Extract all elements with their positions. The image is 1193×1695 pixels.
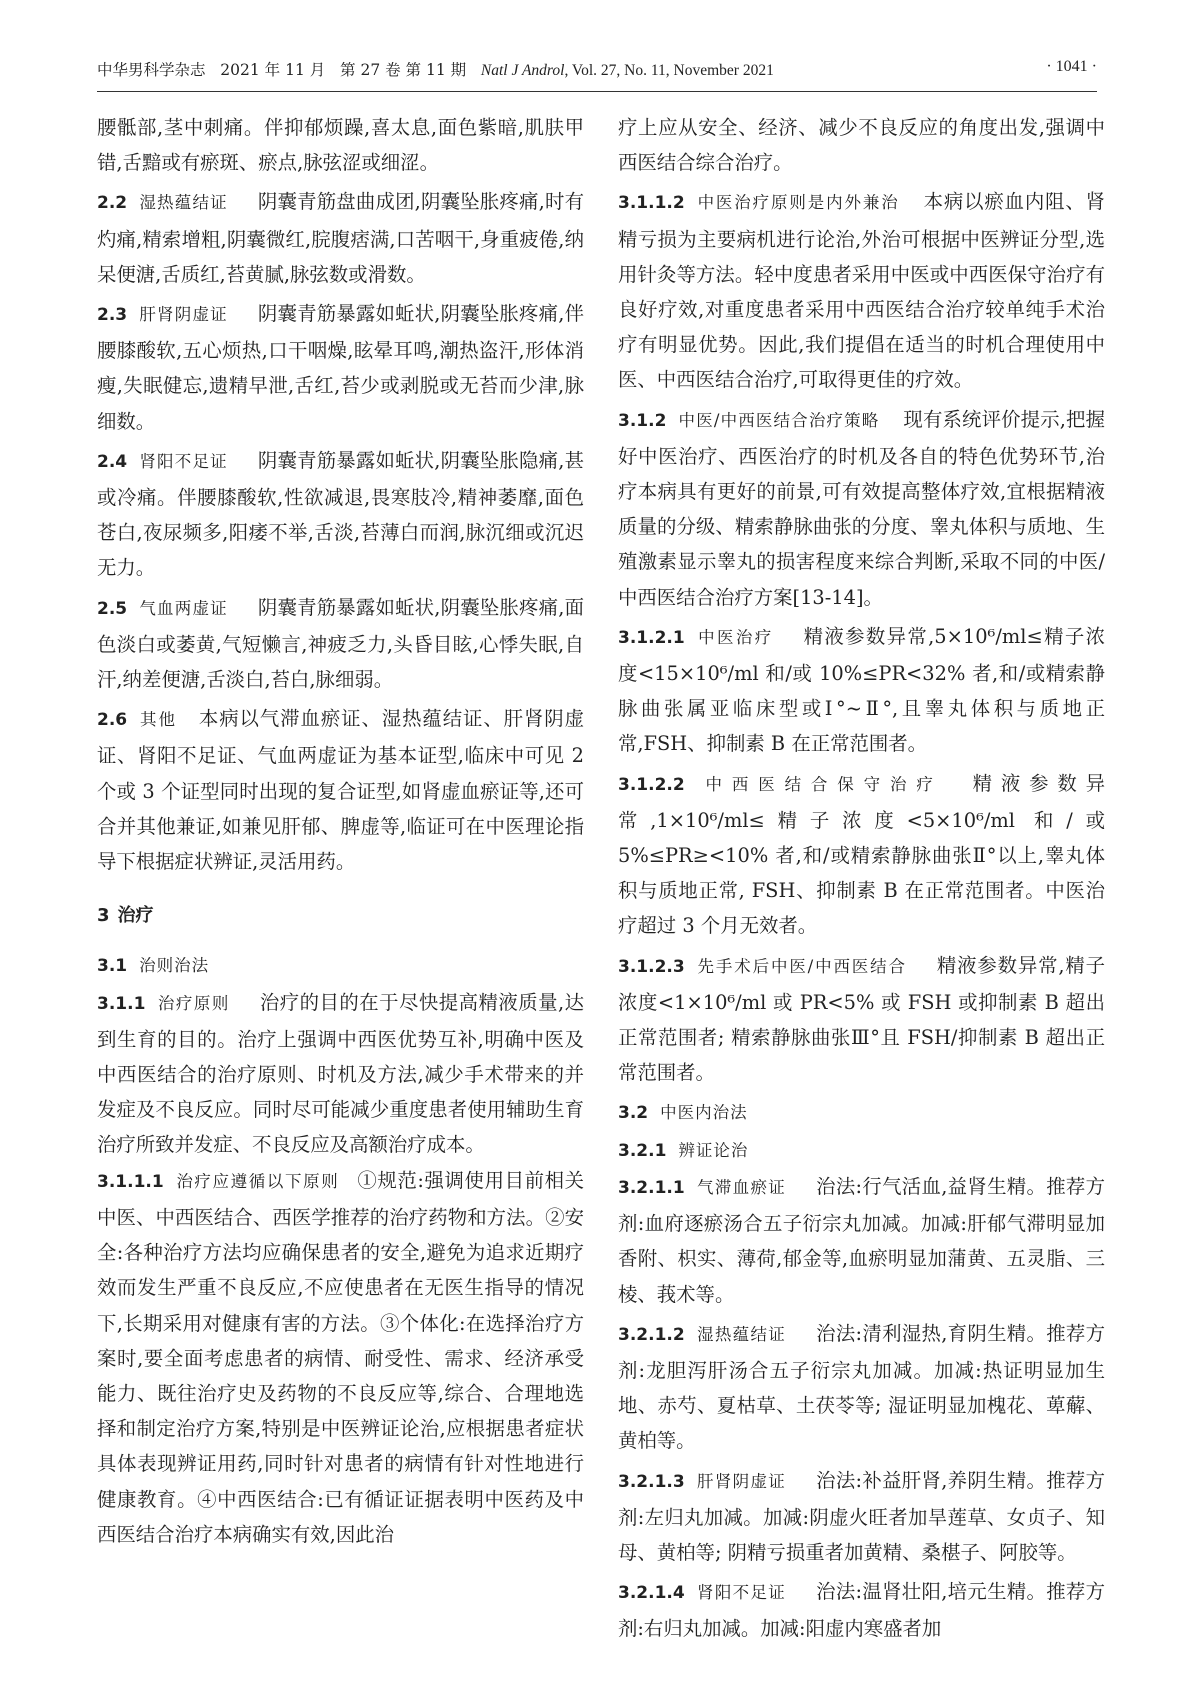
section-text: 治疗的目的在于尽快提高精液质量,达到生育的目的。治疗上强调中西医优势互补,明确中医及中西医结合的治疗原则、时机及方法,减少手术带来的并发症及不良反应。同时尽可能减少重度患者使用辅助生育治疗所致并发症、不良反应及高额治疗成本。 bbox=[97, 990, 584, 1157]
section-2-2 bbox=[97, 184, 584, 292]
section-number: 3 bbox=[97, 905, 110, 927]
section-3-2-1-3 bbox=[618, 1463, 1105, 1571]
section-text: 治法:补益肝肾,养阴生精。推荐方剂:左归丸加减。加减:阴虚火旺者加旱莲草、女贞子、知母、黄柏等; 阴精亏损重者加黄精、桑椹子、阿胶等。 bbox=[618, 1468, 1106, 1564]
section-3-1-1-1 bbox=[97, 1163, 584, 1552]
left-column bbox=[97, 110, 584, 1552]
paragraph: 疗上应从安全、经济、减少不良反应的角度出发,强调中西医结合综合治疗。 bbox=[618, 116, 1105, 175]
section-title: 先手术后中医/中西医结合 bbox=[696, 956, 907, 976]
section-text: 本病以瘀血内阻、肾精亏损为主要病机进行论治,外治可根据中医辨证分型,选用针灸等方法。轻中度患者采用中医或中西医保守治疗有良好疗效,对重度患者采用中西医结合治疗较单纯手术治疗有明显优势。因此,我们提倡在适当的时机合理使用中医、中西医结合治疗,可取得更佳的疗效。 bbox=[618, 190, 1106, 392]
section-2-4 bbox=[97, 443, 584, 586]
section-number: 3.1.2.1 bbox=[618, 627, 685, 648]
section-title: 中医内治法 bbox=[660, 1103, 748, 1123]
section-number: 3.2.1.1 bbox=[618, 1177, 685, 1198]
section-number: 3.2.1.4 bbox=[618, 1583, 685, 1604]
section-number: 3.1.1.1 bbox=[97, 1171, 164, 1192]
section-title: 辨证论治 bbox=[678, 1140, 749, 1160]
section-text: 治法:行气活血,益肾生精。推荐方剂:血府逐瘀汤合五子衍宗丸加减。加减:肝郁气滞明显加香附、枳实、薄荷,郁金等,血瘀明显加蒲黄、五灵脂、三棱、莪术等。 bbox=[618, 1174, 1106, 1306]
section-number: 3.1 bbox=[97, 956, 128, 977]
section-text: 阴囊青筋暴露如蚯状,阴囊坠胀疼痛,伴腰膝酸软,五心烦热,口干咽燥,眩晕耳鸣,潮热盗汗,形体消瘦,失眠健忘,遗精早泄,舌红,苔少或剥脱或无苔而少津,脉细数。 bbox=[97, 302, 585, 433]
section-text: 治法:清利湿热,育阴生精。推荐方剂:龙胆泻肝汤合五子衍宗丸加减。加减:热证明显加生地、赤芍、夏枯草、土茯苓等; 湿证明显加槐花、萆薢、黄柏等。 bbox=[618, 1321, 1106, 1453]
section-number: 3.2.1.2 bbox=[618, 1324, 685, 1345]
section-number: 3.2 bbox=[618, 1103, 649, 1124]
section-title: 治疗原则 bbox=[157, 993, 230, 1013]
section-number: 2.3 bbox=[97, 305, 128, 326]
section-title: 中医治疗原则是内外兼治 bbox=[696, 193, 900, 213]
section-number: 3.1.1.2 bbox=[618, 193, 685, 214]
volume-cn: 第 27 卷 第 11 期 bbox=[340, 61, 467, 79]
journal-name-en: Natl J Androl bbox=[480, 62, 565, 79]
page-number: · 1041 · bbox=[1046, 58, 1097, 75]
section-text: 治法:温肾壮阳,培元生精。推荐方剂:右归丸加减。加减:阳虚内寒盛者加 bbox=[618, 1580, 1106, 1641]
journal-name-cn: 中华男科学杂志 bbox=[97, 61, 206, 79]
journal-citation bbox=[97, 58, 774, 80]
section-number: 3.1.2 bbox=[618, 410, 667, 431]
section-3-1-2 bbox=[618, 402, 1105, 615]
section-title: 其他 bbox=[139, 710, 177, 730]
section-text: 阴囊青筋盘曲成团,阴囊坠胀疼痛,时有灼痛,精索增粗,阴囊微红,脘腹痞满,口苦咽干,身重疲倦,纳呆便溏,舌质红,苔黄腻,脉弦数或滑数。 bbox=[97, 190, 585, 286]
section-title: 治疗应遵循以下原则 bbox=[175, 1171, 340, 1191]
section-number: 2.4 bbox=[97, 451, 128, 472]
section-title: 治则治法 bbox=[139, 956, 210, 976]
section-title: 治疗 bbox=[117, 905, 154, 927]
section-text: 本病以气滞血瘀证、湿热蕴结证、肝肾阴虚证、肾阳不足证、气血两虚证为基本证型,临床中可见 2 个或 3 个证型同时出现的复合证型,如肾虚血瘀证等,还可合并其他兼证,如兼见肝郁、脾虚等,临证可在中医理论指导下根据症状辨证,灵活用药。 bbox=[97, 707, 585, 874]
section-number: 2.6 bbox=[97, 710, 128, 731]
section-3-1-2-2 bbox=[618, 766, 1105, 944]
section-3-1-1-2 bbox=[618, 184, 1105, 397]
section-title: 中医治疗 bbox=[696, 627, 774, 647]
section-title: 肝肾阴虚证 bbox=[696, 1471, 787, 1491]
section-text: 精液参数异常,5×10⁶/ml≤精子浓度<15×10⁶/ml 和/或 10%≤PR<32% 者,和/或精索静脉曲张属亚临床型或Ⅰ°~Ⅱ°,且睾丸体积与质地正常,FSH、抑制素 B 在正常范围者。 bbox=[618, 624, 1105, 756]
section-number: 3.1.2.3 bbox=[618, 956, 685, 977]
section-text: ①规范:强调使用目前相关中医、中西医结合、西医学推荐的治疗药物和方法。②安全:各种治疗方法均应确保患者的安全,避免为追求近期疗效而发生严重不良反应,不应使患者在无医生指导的情况下,长期采用对健康有害的方法。③个体化:在选择治疗方案时,要全面考虑患者的病情、耐受性、需求、经济承受能力、既往治疗史及药物的不良反应等,综合、合理地选择和制定治疗方案,特别是中医辨证论治,应根据患者症状具体表现辨证用药,同时针对患者的病情有针对性地进行健康教育。④中西医结合:已有循证证据表明中医药及中西医结合治疗本病确实有效,因此治 bbox=[97, 1168, 584, 1546]
section-2-3 bbox=[97, 296, 584, 439]
running-header bbox=[97, 58, 1097, 88]
section-title: 湿热蕴结证 bbox=[139, 193, 228, 213]
section-text: 现有系统评价提示,把握好中医治疗、西医治疗的时机及各自的特色优势环节,治疗本病具有更好的前景,可有效提高整体疗效,宜根据精液质量的分级、精索静脉曲张的分度、睾丸体积与质地、生殖激素显示睾丸的损害程度来综合判断,采取不同的中医/中西医结合治疗方案[13-14]。 bbox=[618, 407, 1105, 609]
section-2-5 bbox=[97, 590, 584, 698]
section-title: 中西医结合保守治疗 bbox=[696, 774, 943, 794]
section-3-heading bbox=[97, 897, 584, 933]
section-text: 阴囊青筋暴露如蚯状,阴囊坠胀疼痛,面色淡白或萎黄,气短懒言,神疲乏力,头昏目眩,心悸失眠,自汗,纳差便溏,舌淡白,苔白,脉细弱。 bbox=[97, 595, 585, 692]
section-number: 3.1.1 bbox=[97, 993, 146, 1014]
section-number: 2.2 bbox=[97, 193, 128, 214]
section-2-6 bbox=[97, 701, 584, 879]
section-3-1-2-3 bbox=[618, 948, 1105, 1091]
paragraph: 腰骶部,茎中刺痛。伴抑郁烦躁,喜太息,面色紫暗,肌肤甲错,舌黯或有瘀斑、瘀点,脉弦涩或细涩。 bbox=[97, 116, 584, 175]
section-number: 3.2.1.3 bbox=[618, 1471, 685, 1492]
section-number: 3.1.2.2 bbox=[618, 774, 685, 795]
section-3-1-2-1 bbox=[618, 619, 1105, 762]
section-title: 肝肾阴虚证 bbox=[139, 305, 228, 325]
section-number: 3.2.1 bbox=[618, 1140, 667, 1161]
section-title: 气滞血瘀证 bbox=[696, 1177, 787, 1197]
right-column bbox=[618, 110, 1105, 1647]
section-text: 精液参数异常,1×10⁶/ml≤精子浓度<5×10⁶/ml 和/或 5%≤PR≥<10% 者,和/或精索静脉曲张Ⅱ°以上,睾丸体积与质地正常, FSH、抑制素 B 在正常范围者。中医治疗超过 3 个月无效者。 bbox=[618, 771, 1106, 938]
section-3-2-1-4 bbox=[618, 1574, 1105, 1646]
section-title: 肾阳不足证 bbox=[696, 1583, 787, 1603]
section-3-2-1-heading bbox=[618, 1132, 1105, 1169]
issue-date-cn: 2021 年 11 月 bbox=[220, 61, 326, 79]
section-title: 中医/中西医结合治疗策略 bbox=[678, 410, 880, 430]
section-text: 阴囊青筋暴露如蚯状,阴囊坠胀隐痛,甚或冷痛。伴腰膝酸软,性欲减退,畏寒肢冷,精神萎靡,面色苍白,夜尿频多,阳痿不举,舌淡,苔薄白而润,脉沉细或沉迟无力。 bbox=[97, 448, 585, 580]
section-3-1-1 bbox=[97, 985, 584, 1163]
header-rule bbox=[97, 91, 1097, 92]
section-title: 湿热蕴结证 bbox=[696, 1324, 787, 1344]
section-3-2-1-2 bbox=[618, 1316, 1105, 1459]
section-3-2-heading bbox=[618, 1094, 1105, 1131]
section-number: 2.5 bbox=[97, 598, 128, 619]
section-3-2-1-1 bbox=[618, 1169, 1105, 1312]
section-title: 肾阳不足证 bbox=[139, 451, 228, 471]
section-3-1-heading bbox=[97, 947, 584, 984]
section-text: 精液参数异常,精子浓度<1×10⁶/ml 或 PR<5% 或 FSH 或抑制素 B 超出正常范围者; 精索静脉曲张Ⅲ°且 FSH/抑制素 B 超出正常范围者。 bbox=[618, 953, 1105, 1085]
section-title: 气血两虚证 bbox=[139, 598, 228, 618]
volume-en: , Vol. 27, No. 11, November 2021 bbox=[564, 62, 774, 79]
